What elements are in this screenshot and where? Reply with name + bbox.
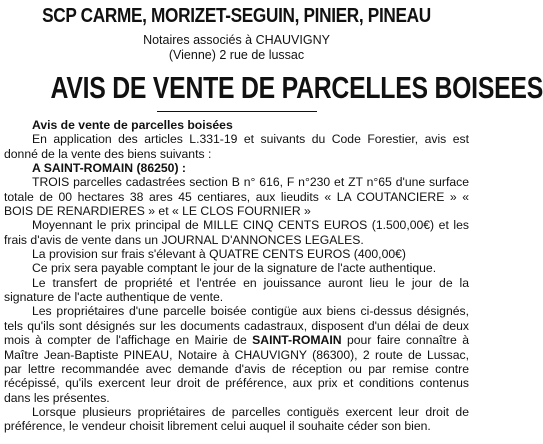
parcels-paragraph: TROIS parcelles cadastrées section B n° 616, F n°230 et ZT n°65 d'une surface totale de 00 hectares 38 ares 45 centiares, aux lieudits « LA COUTANCIERE » « BOIS DE RENARDIERES » et « LE CLOS FOURNIER » (4, 175, 469, 219)
provision-paragraph: La provision sur frais s'élevant à QUATRE CENTS EUROS (400,00€) (32, 247, 406, 262)
preemption-paragraph (4, 304, 469, 404)
transfer-paragraph: Le transfert de propriété et l'entrée en jouissance auront lieu le jour de la signature de l'acte authentique de vente. (4, 275, 469, 305)
notary-firm-name: SCP CARME, MORIZET-SEGUIN, PINIER, PINEAU (42, 4, 431, 27)
intro-paragraph: En application des articles L.331-19 et suivants du Code Forestier, avis est donné de la vente des biens suivants : (4, 132, 469, 161)
preemption-text-start: Les propriétaires d'une parcelle boisée contigüe aux biens ci-dessus désignés, tels qu'ils sont désignés sur les documents cadastraux, disposent d'un délai de deux mois à compter de l'affichage en Mairie de (4, 304, 469, 348)
notice-headline: AVIS DE VENTE DE PARCELLES BOISEES (50, 70, 543, 105)
notice-body (4, 118, 469, 434)
notice-subheading: Avis de vente de parcelles boisées (32, 118, 233, 132)
closing-paragraph: Lorsque plusieurs propriétaires de parcelles contiguës exercent leur droit de préférence, le vendeur choisit librement celui auquel il souhaite céder son bien. (4, 404, 469, 434)
property-location: A SAINT-ROMAIN (86250) : (32, 161, 186, 176)
notary-address-line-1: Notaires associés à CHAUVIGNY (143, 33, 330, 47)
payment-paragraph: Ce prix sera payable comptant le jour de la signature de l'acte authentique. (32, 261, 437, 276)
preemption-text-end: pour faire connaître à Maître Jean-Baptiste PINEAU, Notaire à CHAUVIGNY (86300), 2 route de Lussac, par lettre recommandée avec demande d'avis de réception ou par remise contre récépissé, qu'ils exercent leur droit de préférence, aux prix et conditions contenus dans les présentes. (4, 333, 469, 405)
commune-name: SAINT-ROMAIN (252, 333, 342, 348)
price-paragraph: Moyennant le prix principal de MILLE CINQ CENTS EUROS (1.500,00€) et les frais d'avis de vente dans un JOURNAL D'ANNONCES LEGALES. (4, 218, 469, 247)
notary-address-line-2: (Vienne) 2 rue de lussac (168, 47, 305, 62)
title-divider (157, 111, 317, 112)
